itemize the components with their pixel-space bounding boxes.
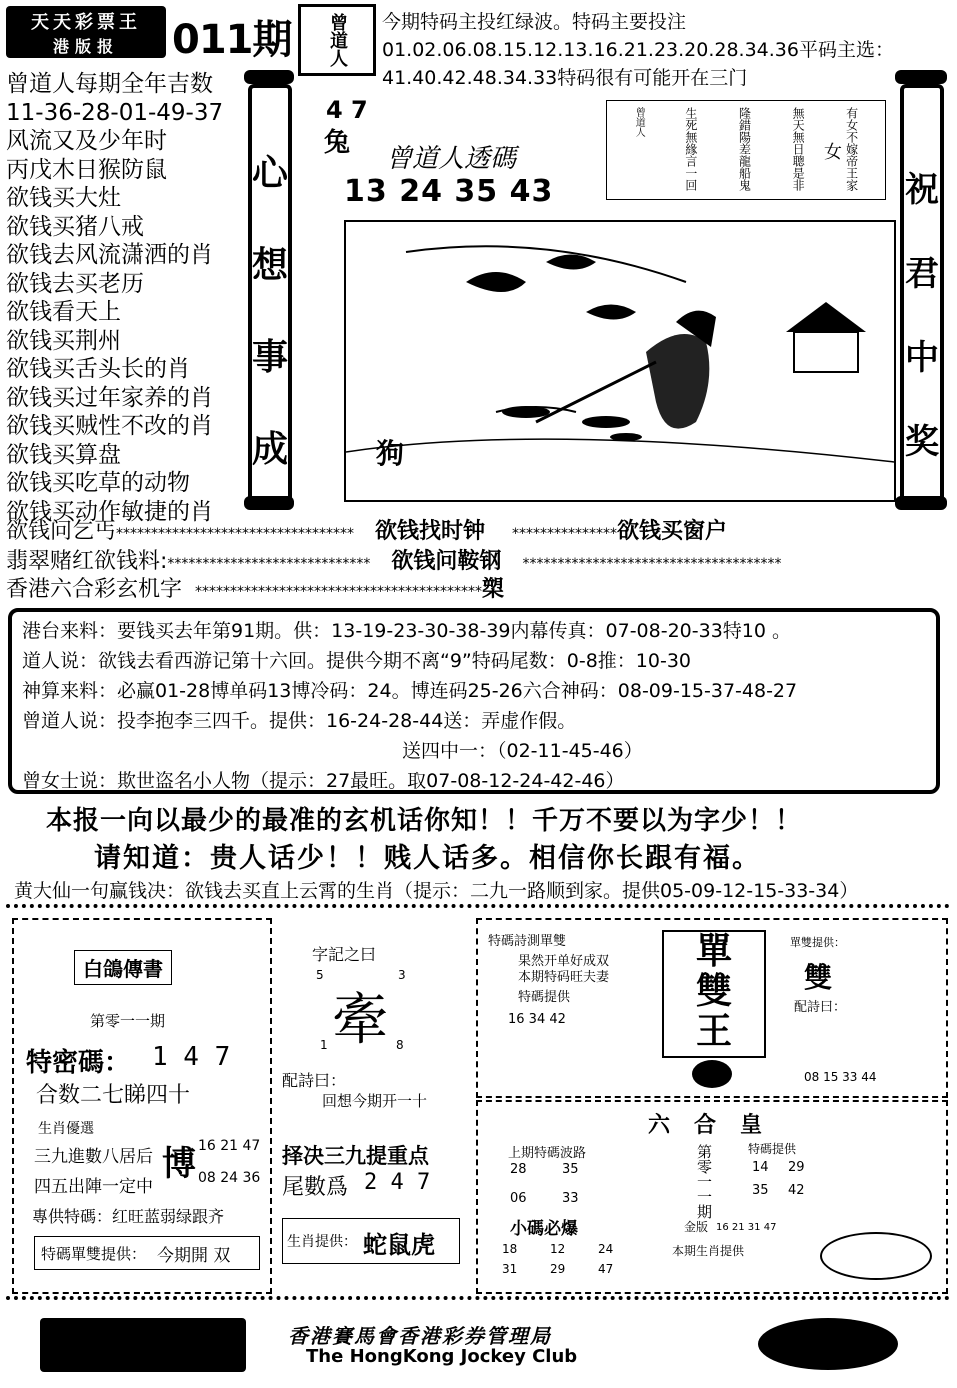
- liuhe-banner: 六合皇: [648, 1112, 787, 1138]
- mid-wei-label: 尾數爲: [282, 1175, 349, 1200]
- scroll-right-char: 祝: [905, 170, 939, 210]
- riddle-text: 欲钱找时钟: [375, 519, 486, 544]
- small-num: 12: [550, 1242, 566, 1256]
- scroll-left-char: 想: [252, 245, 289, 286]
- logo-bottom: 港版报: [52, 37, 119, 56]
- poem-line: 隆錯陽差龍船鬼: [737, 107, 752, 191]
- small-num: 24: [598, 1242, 614, 1256]
- liuhe-note: 16 21 31 47: [716, 1222, 777, 1233]
- bo-nums-1: 16 21 47: [198, 1138, 261, 1154]
- picture-zodiac-bottom: 狗: [376, 437, 405, 470]
- last-label: 上期特碼波路: [508, 1146, 587, 1161]
- mid-sx-label: 生肖提供：: [287, 1234, 357, 1250]
- info-line: 港台来料：要钱买去年第91期。供：13-19-23-30-38-39内幕传真：07-08-20-33特10 。: [22, 620, 792, 642]
- scroll-right-top-rod: [895, 70, 947, 84]
- scroll-right-bottom-rod: [895, 496, 947, 510]
- riddle-stars: *****************************: [167, 556, 371, 572]
- br-poem-1: 果然开单好成双: [518, 954, 610, 969]
- picture-numbers: 13 24 35 43: [344, 174, 554, 209]
- scroll-left: [248, 84, 292, 504]
- info-line: 神算来料：必赢01-28博单码13博冷码：24。博连码25-26六合神码：08-09-15-37-48-27: [22, 680, 798, 702]
- badge-char: 雙: [695, 971, 732, 1012]
- liuhe-sx-label: 本期生肖提供: [672, 1244, 745, 1258]
- mid-wei-value: 2 4 7: [364, 1170, 431, 1195]
- left-column: [6, 70, 246, 526]
- scroll-left-char: 成: [252, 429, 289, 470]
- left-line: 欲钱看天上: [6, 299, 121, 325]
- masthead-logo: [6, 6, 166, 58]
- mid-n-left: 5: [316, 968, 324, 982]
- special-label: 特密碼：: [26, 1048, 131, 1078]
- pigeon-line-a: 三九進數八居后: [34, 1147, 153, 1167]
- left-line: 欲钱去风流潇洒的肖: [6, 242, 213, 268]
- scroll-right-char: 中: [905, 338, 939, 378]
- lottery-logo: [758, 1318, 898, 1370]
- riddle-stars: *****************************************: [195, 584, 483, 600]
- left-line: 丙戊木日猴防鼠: [6, 156, 167, 183]
- danshuang-panel: [476, 918, 948, 1098]
- special-value: 1 4 7: [152, 1042, 231, 1072]
- middle-panel: [272, 928, 468, 1290]
- notice-text: 今期特码主投红绿波。特码主要投注01.02.06.08.15.12.13.16.21.23.20.28.34.36平码主选：41.40.42.48.34.33特码很有可能开在三门: [382, 11, 894, 89]
- flower-icon: [692, 1060, 732, 1088]
- bo-label: 博: [162, 1144, 196, 1184]
- poem-line: 無天無日聰是非: [791, 107, 806, 191]
- danshuang-label: 特碼單雙提供：: [41, 1245, 147, 1263]
- br-te-label: 特碼提供: [518, 990, 571, 1005]
- mid-header: 字記之曰: [312, 945, 377, 964]
- poem-line: 生死無緣言一回: [683, 107, 698, 191]
- grid-num: 33: [562, 1191, 579, 1206]
- bo-nums-2: 08 24 36: [198, 1170, 261, 1186]
- left-line: 欲钱买算盘: [6, 441, 121, 468]
- br-title: 特碼詩測單雙: [488, 934, 567, 949]
- left-line: 风流又及少年时: [6, 128, 167, 154]
- scroll-left-char: 心: [252, 153, 289, 194]
- issue-number: 011期: [172, 17, 292, 63]
- te-num: 42: [788, 1183, 805, 1198]
- small-num: 31: [502, 1262, 518, 1276]
- riddle-stars: **********************************: [116, 526, 355, 542]
- left-line: 欲钱买吃草的动物: [6, 470, 190, 496]
- br-side-nums: 08 15 33 44: [804, 1070, 877, 1084]
- scroll-left-char: 事: [252, 337, 289, 378]
- left-line: 11-36-28-01-49-37: [6, 99, 224, 126]
- illustration: [344, 220, 896, 502]
- small-label: 小碼必爆: [510, 1219, 578, 1239]
- left-line: 曾道人每期全年吉数: [6, 71, 213, 97]
- liuhe-te-nums: [752, 1160, 832, 1198]
- badge-char: 王: [695, 1011, 732, 1052]
- te-num: 29: [788, 1160, 805, 1175]
- liuhe-gold: 金版: [684, 1220, 709, 1234]
- small-num: 47: [598, 1262, 614, 1276]
- mid-jue: 择决三九提重点: [282, 1144, 429, 1168]
- footer-cn: 香港賽馬會香港彩券管理局: [288, 1324, 552, 1348]
- picture-zodiac-top: 兔: [324, 128, 351, 158]
- pigeon-title: 白鴿傳書: [74, 950, 172, 985]
- zhuan-line: 專供特碼：红旺蓝弱绿跟齐: [32, 1207, 225, 1226]
- riddle-row-1: [6, 514, 727, 545]
- liuhe-panel: [476, 1100, 948, 1294]
- info-box: [8, 608, 940, 794]
- mid-poem-label: 配詩曰：: [282, 1071, 347, 1090]
- mid-n-bl: 1: [320, 1038, 328, 1052]
- grid-num: 35: [562, 1162, 579, 1177]
- riddle-text: 欲钱问鞍钢: [391, 549, 502, 574]
- left-line: 欲钱买过年家养的肖: [6, 384, 213, 411]
- small-num: 18: [502, 1242, 518, 1256]
- mid-poem: 回想今期开一十: [322, 1092, 428, 1110]
- left-line: 欲钱买荆州: [6, 327, 121, 354]
- info-line: 曾道人说：投李抱李三四千。提供：16-24-28-44送：弄虚作假。: [22, 710, 577, 732]
- left-line: 欲钱买猪八戒: [6, 213, 144, 240]
- riddle-row-2: [6, 544, 781, 575]
- picture-top-numbers: 4 7: [326, 96, 368, 124]
- jockey-club-logo: [40, 1318, 246, 1372]
- liuhe-issue: 第零一一期: [695, 1144, 713, 1219]
- mid-n-br: 8: [396, 1038, 404, 1052]
- sum-line: 合数二七睇四十: [36, 1083, 191, 1108]
- riddle-text: 欲钱问乞丐: [6, 519, 117, 544]
- br-side-poem-label: 配詩曰：: [794, 1000, 847, 1015]
- info-line: 道人说：欲钱去看西游记第十六回。提供今期不离“9”特码尾数：0-8推：10-30: [22, 650, 692, 672]
- pigeon-panel: [12, 918, 272, 1294]
- last-grid: [510, 1162, 620, 1206]
- pigeon-line-b: 四五出陣一定中: [34, 1177, 153, 1197]
- grid-num: 28: [510, 1162, 527, 1177]
- danshuang-value: 今期開 双: [157, 1246, 231, 1266]
- riddle-text: 翡翠赌红欲钱料:: [6, 549, 168, 574]
- left-line: 欲钱买舌头长的肖: [6, 356, 190, 382]
- riddle-stars: *************************************: [522, 556, 782, 572]
- dotted-divider: [6, 904, 950, 908]
- scroll-right-char: 君: [905, 254, 939, 294]
- br-te-nums: 16 34 42: [508, 1012, 566, 1027]
- poem-char: 女: [824, 142, 842, 163]
- te-num: 14: [752, 1160, 769, 1175]
- slogan-line-2: 请知道：贵人话少！！贱人话多。相信你长跟有福。: [94, 843, 761, 874]
- br-side-char: 雙: [804, 961, 833, 994]
- riddle-text: 槊: [482, 577, 505, 602]
- emblem: [298, 4, 376, 76]
- riddle-text: 欲钱买窗户: [617, 519, 728, 544]
- scroll-left-top-rod: [244, 70, 294, 84]
- picture-panel: [296, 92, 896, 502]
- poem-line: 曾道人: [633, 107, 645, 137]
- danshuang-box: [34, 1236, 260, 1270]
- info-line: 曾女士说：欺世盗名小人物（提示：27最旺。取07-08-12-24-42-46）: [22, 770, 625, 792]
- scroll-right-char: 奖: [905, 422, 939, 462]
- dotted-divider-bottom: [6, 1296, 950, 1300]
- riddle-stars: ***************: [512, 526, 618, 542]
- mid-big-char: 牽: [332, 988, 388, 1053]
- huang-line: 黄大仙一句赢钱决：欲钱去买直上云霄的生肖（提示：二九一路顺到家。提供05-09-12-15-33-34）: [14, 880, 859, 902]
- info-line: 送四中一：（02-11-45-46）: [402, 740, 643, 762]
- left-line: 欲钱买动作敏捷的肖: [6, 498, 213, 525]
- left-line: 欲钱买大灶: [6, 185, 121, 211]
- mid-sx-value: 蛇鼠虎: [363, 1230, 435, 1259]
- picture-title: 曾道人透碼: [386, 144, 517, 174]
- left-line: 欲钱买贼性不改的肖: [6, 413, 213, 439]
- pigeon-issue: 第零一一期: [90, 1012, 166, 1030]
- br-side-title: 單雙提供：: [790, 936, 845, 949]
- logo-top: 天天彩票王: [31, 12, 141, 33]
- poem-line: 有女不嫁帝王家: [844, 107, 859, 191]
- scroll-left-bottom-rod: [244, 496, 294, 510]
- slogan-line-1: 本报一向以最少的最准的玄机话你知！！千万不要以为字少！！: [46, 806, 803, 836]
- emblem-text: 曾道人: [327, 13, 348, 67]
- small-num: 29: [550, 1262, 566, 1276]
- te-num: 35: [752, 1183, 769, 1198]
- left-line: 欲钱去买老历: [6, 270, 144, 297]
- scroll-right: [900, 84, 944, 504]
- mid-n-right: 3: [398, 968, 406, 982]
- ding-badge: [662, 930, 766, 1058]
- poem-box: [606, 100, 886, 200]
- seal-icon: [820, 1232, 932, 1280]
- shengxiao-label: 生肖優選: [38, 1121, 94, 1137]
- badge-char: 單: [695, 931, 732, 972]
- grid-num: 06: [510, 1191, 527, 1206]
- liuhe-te-label: 特碼提供: [748, 1142, 797, 1156]
- riddle-row-3: [6, 572, 504, 603]
- footer-en: The HongKong Jockey Club: [306, 1346, 578, 1367]
- mid-sx-box: [282, 1218, 460, 1264]
- fisherman-illustration: [346, 222, 894, 500]
- small-nums: [502, 1242, 652, 1276]
- br-poem-2: 本期特码旺夫妻: [518, 970, 610, 985]
- riddle-text: 香港六合彩玄机字: [6, 577, 183, 602]
